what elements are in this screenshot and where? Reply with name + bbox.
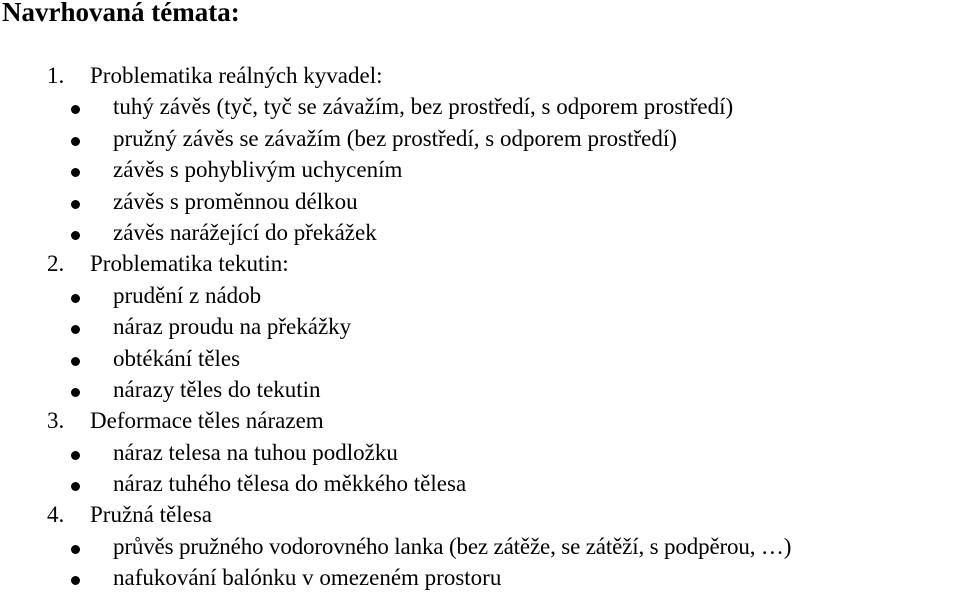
section-title: Problematika tekutin: — [90, 251, 289, 277]
list-item-text: náraz telesa na tuhou podložku — [113, 439, 398, 465]
list-item-text: nárazy těles do tekutin — [113, 376, 321, 402]
list-item — [0, 186, 960, 217]
list-item — [0, 374, 960, 405]
bullet-icon — [71, 200, 80, 209]
list-item-text: průvěs pružného vodorovného lanka (bez zátěže, se zátěží, s podpěrou, …) — [113, 533, 792, 559]
bullet-icon — [71, 357, 80, 366]
list-item — [0, 343, 960, 374]
list-item-text: závěs s pohyblivým uchycením — [113, 157, 403, 183]
section-1-header — [0, 60, 960, 91]
bullet-icon — [71, 325, 80, 334]
list-item-text: nafukování balónku v omezeném prostoru — [113, 565, 502, 591]
bullet-icon — [71, 482, 80, 491]
list-item-text: prudění z nádob — [113, 282, 262, 308]
list-item-text: obtékání těles — [113, 345, 241, 371]
list-item-text: závěs narážející do překážek — [113, 219, 377, 245]
bullet-icon — [71, 576, 80, 585]
list-item — [0, 217, 960, 248]
list-item-text: tuhý závěs (tyč, tyč se závažím, bez prostředí, s odporem prostředí) — [113, 94, 734, 120]
bullet-icon — [71, 294, 80, 303]
bullet-icon — [71, 545, 80, 554]
list-item — [0, 311, 960, 342]
section-number: 4. — [47, 502, 65, 528]
list-item — [0, 280, 960, 311]
bullet-icon — [71, 137, 80, 146]
section-2-header — [0, 248, 960, 279]
topic-list — [0, 60, 960, 594]
section-4-header — [0, 499, 960, 530]
list-item — [0, 531, 960, 562]
section-title: Pružná tělesa — [90, 502, 212, 528]
list-item-text: náraz proudu na překážky — [113, 314, 352, 340]
bullet-icon — [71, 231, 80, 240]
list-item — [0, 562, 960, 593]
section-title: Deformace těles nárazem — [90, 408, 324, 434]
bullet-icon — [71, 168, 80, 177]
list-item — [0, 123, 960, 154]
list-item — [0, 154, 960, 185]
section-number: 1. — [47, 63, 65, 88]
bullet-icon — [71, 451, 80, 460]
page-heading: Navrhovaná témata: — [2, 0, 240, 27]
section-number: 2. — [47, 251, 65, 277]
section-number: 3. — [47, 408, 65, 434]
list-item — [0, 91, 960, 122]
list-item-text: náraz tuhého tělesa do měkkého tělesa — [113, 471, 467, 497]
section-3-header — [0, 405, 960, 436]
bullet-icon — [71, 105, 80, 114]
bullet-icon — [71, 388, 80, 397]
section-title: Problematika reálných kyvadel: — [90, 63, 383, 88]
list-item — [0, 437, 960, 468]
list-item — [0, 468, 960, 499]
list-item-text: pružný závěs se závažím (bez prostředí, s odporem prostředí) — [113, 125, 677, 151]
list-item-text: závěs s proměnnou délkou — [113, 188, 358, 214]
